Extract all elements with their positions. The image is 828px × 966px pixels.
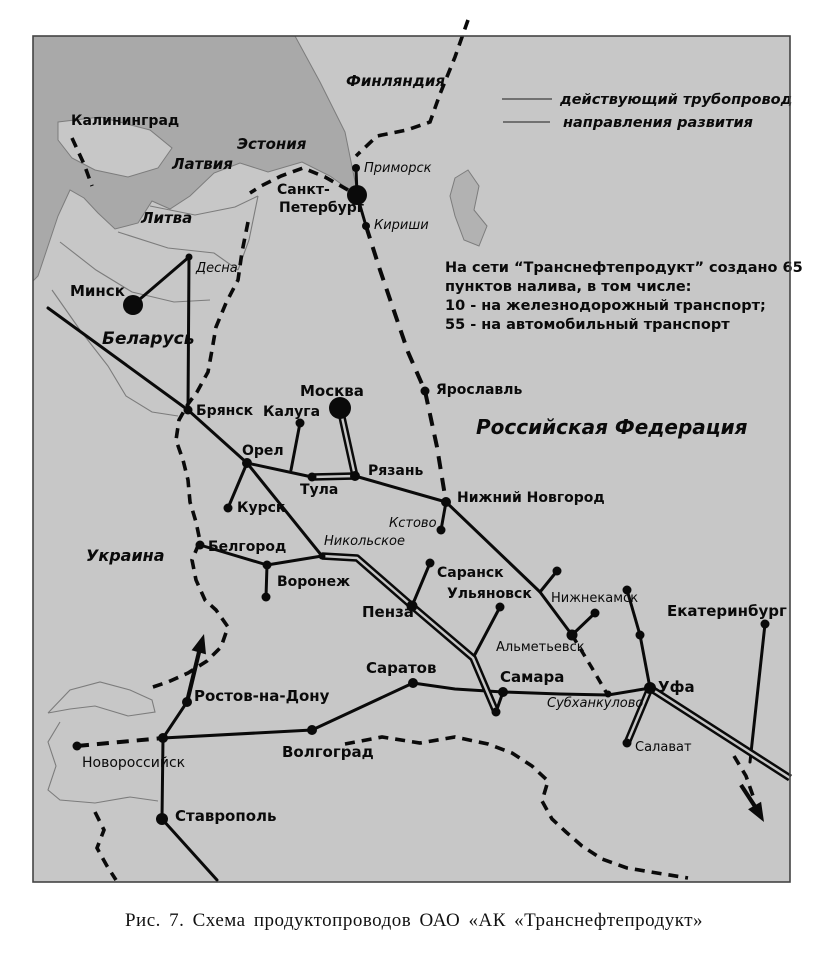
label-latvia: Латвия bbox=[172, 155, 233, 173]
label-samara: Самара bbox=[500, 668, 565, 686]
label-voronezh: Воронеж bbox=[277, 574, 351, 590]
node-dot-tula bbox=[308, 473, 317, 482]
node-dot-kambarka-south bbox=[636, 631, 645, 640]
pipeline-voronezh-stub bbox=[266, 565, 267, 597]
node-dot-stavropol bbox=[156, 813, 168, 825]
label-russia: Российская Федерация bbox=[476, 415, 748, 439]
node-dot-ekaterinburg bbox=[761, 620, 770, 629]
node-dot-orel bbox=[242, 458, 252, 468]
label-yaroslavl: Ярославль bbox=[436, 382, 523, 398]
label-primorsk: Приморск bbox=[364, 161, 432, 176]
label-spb-line2: Петербург bbox=[279, 200, 365, 216]
node-dot-kirishi bbox=[362, 222, 370, 230]
node-dot-salavat bbox=[623, 739, 632, 748]
node-dot-nizhnekamsk bbox=[553, 567, 562, 576]
node-dot-yaroslavl bbox=[421, 387, 430, 396]
node-dot-minsk bbox=[123, 295, 143, 315]
pipeline-double-core-tula-ryazan bbox=[312, 476, 355, 477]
node-dot-ufa bbox=[644, 682, 656, 694]
label-belarus: Беларусь bbox=[102, 329, 195, 349]
node-dot-belgorod bbox=[196, 541, 205, 550]
label-belgorod: Белгород bbox=[208, 539, 287, 555]
node-dot-bryansk bbox=[184, 406, 193, 415]
figure-caption: Рис. 7. Схема продуктопроводов ОАО «АК «Транснефтепродукт» bbox=[124, 910, 704, 931]
label-almetyevsk: Альметьевск bbox=[496, 640, 585, 655]
node-dot-kstovo bbox=[437, 526, 446, 535]
label-spb-line1: Санкт- bbox=[277, 182, 330, 198]
node-dot-samara-south bbox=[492, 708, 501, 717]
label-salavat: Салават bbox=[635, 740, 692, 755]
node-dot-nikolskoye bbox=[319, 553, 326, 560]
label-kaliningrad: Калининград bbox=[71, 113, 180, 129]
legend-label-development-directions: направления развития bbox=[563, 115, 753, 131]
label-ulyanovsk: Ульяновск bbox=[447, 586, 532, 602]
legend-label-active-pipeline: действующий трубопровод bbox=[560, 92, 793, 108]
label-finland: Финляндия bbox=[346, 72, 445, 90]
label-subkhankulovo: Субханкулово bbox=[547, 696, 644, 711]
node-dot-desna-junction bbox=[186, 254, 193, 261]
node-dot-voronezh bbox=[263, 561, 272, 570]
node-dot-voronezh-south bbox=[262, 593, 271, 602]
label-kstovo: Кстово bbox=[389, 516, 437, 531]
label-tula: Тула bbox=[300, 482, 339, 498]
info-line-4: 55 - на автомобильный транспорт bbox=[445, 317, 730, 333]
pipeline-junction-stavropol bbox=[162, 738, 163, 819]
label-lithuania: Литва bbox=[141, 209, 193, 227]
label-ufa: Уфа bbox=[658, 678, 695, 696]
label-kursk: Курск bbox=[237, 500, 286, 516]
info-line-1: На сети “Транснефтепродукт” создано 65 bbox=[445, 260, 803, 276]
label-nizhnekamsk: Нижнекамск bbox=[551, 591, 639, 606]
label-ekaterinburg: Екатеринбург bbox=[667, 602, 787, 620]
label-saransk: Саранск bbox=[437, 565, 504, 581]
info-line-3: 10 - на железнодорожный транспорт; bbox=[445, 298, 766, 314]
node-dot-samara bbox=[498, 687, 508, 697]
label-moscow: Москва bbox=[300, 382, 364, 400]
node-dot-ulyanovsk bbox=[496, 603, 505, 612]
label-minsk: Минск bbox=[70, 282, 125, 300]
label-saratov: Саратов bbox=[366, 659, 437, 677]
node-dot-ryazan bbox=[350, 471, 360, 481]
label-stavropol: Ставрополь bbox=[175, 807, 277, 825]
label-rostov-na-donu: Ростов-на-Дону bbox=[194, 687, 330, 705]
label-nikolskoye: Никольское bbox=[324, 534, 405, 549]
label-penza: Пенза bbox=[362, 603, 414, 621]
node-dot-rostov-west-junction bbox=[158, 733, 168, 743]
node-dot-saransk bbox=[426, 559, 435, 568]
label-ryazan: Рязань bbox=[368, 463, 424, 479]
label-desna: Десна bbox=[196, 261, 238, 276]
node-dot-saratov bbox=[408, 678, 418, 688]
label-nizhny-novgorod: Нижний Новгород bbox=[457, 490, 605, 506]
node-dot-moscow bbox=[329, 397, 351, 419]
info-line-2: пунктов налива, в том числе: bbox=[445, 279, 692, 295]
node-dot-almetyevsk-north bbox=[591, 609, 600, 618]
label-kaluga: Калуга bbox=[263, 404, 321, 420]
node-dot-nizhny-novgorod bbox=[441, 497, 451, 507]
node-dot-novorossiysk bbox=[73, 742, 82, 751]
label-bryansk: Брянск bbox=[196, 403, 254, 419]
node-dot-rostov bbox=[182, 697, 192, 707]
node-dot-primorsk bbox=[352, 164, 360, 172]
label-orel: Орел bbox=[242, 443, 284, 459]
label-estonia: Эстония bbox=[237, 135, 307, 153]
node-dot-kursk bbox=[224, 504, 233, 513]
label-novorossiysk: Новороссийск bbox=[82, 755, 186, 771]
label-ukraine: Украина bbox=[86, 546, 165, 565]
label-volgograd: Волгоград bbox=[282, 743, 374, 761]
node-dot-almetyevsk bbox=[567, 630, 578, 641]
node-dot-volgograd bbox=[307, 725, 317, 735]
label-kirishi: Кириши bbox=[374, 218, 429, 233]
